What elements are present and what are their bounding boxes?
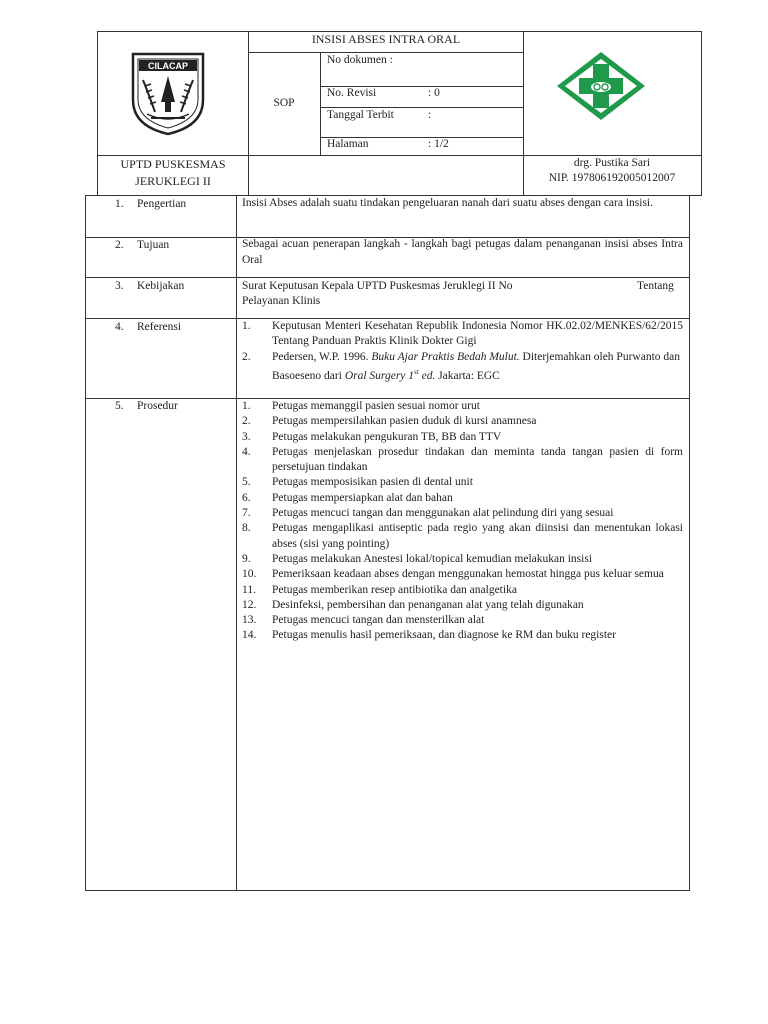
document-title: INSISI ABSES INTRA ORAL — [311, 32, 461, 46]
ref-num: 1. — [242, 320, 251, 332]
signer-name: drg. Pustika Sari — [573, 157, 651, 169]
step-text: Petugas mencuci tangan dan mensterilkan alat — [272, 614, 485, 627]
field-halaman-label: Halaman — [327, 138, 369, 150]
svg-text:CILACAP: CILACAP — [148, 61, 188, 71]
step-num: 14. — [242, 629, 257, 642]
step-num: 5. — [242, 476, 251, 489]
section-label-kebijakan: Kebijakan — [137, 280, 185, 292]
step-num: 2. — [242, 415, 251, 428]
step-num: 13. — [242, 614, 257, 627]
step-text: Petugas menjelaskan prosedur tindakan dan meminta tanda tangan pasien di form persetujuan tindakan — [272, 445, 683, 474]
signer-nip: NIP. 197806192005012007 — [548, 172, 676, 184]
step-num: 3. — [242, 430, 251, 443]
list-item — [242, 613, 683, 628]
list-item — [242, 414, 683, 429]
list-item — [242, 399, 683, 414]
step-num: 11. — [242, 583, 256, 596]
list-item — [242, 319, 683, 350]
field-tanggal-terbit-value: : — [428, 109, 432, 121]
step-text: Petugas mengaplikasi antiseptic pada regio yang akan diinsisi dan menentukan lokasi abses (sisi yang pointing) — [272, 522, 683, 550]
cilacap-crest-logo — [129, 50, 207, 136]
tujuan-text: Sebagai acuan penerapan langkah - langkah bagi petugas dalam penanganan insisi abses Intra Oral — [242, 238, 683, 266]
list-item — [242, 491, 683, 506]
step-num: 8. — [242, 522, 251, 535]
org-name-line1: UPTD PUSKESMAS — [120, 157, 226, 171]
section-num-pengertian: 1. — [115, 198, 124, 210]
prosedur-list — [242, 399, 683, 644]
field-no-dokumen-label: No dokumen : — [327, 54, 393, 66]
step-text: Petugas memberikan resep antibiotika dan analgetika — [272, 583, 517, 596]
section-num-kebijakan: 3. — [115, 280, 124, 292]
sop-label: SOP — [273, 97, 295, 109]
step-num: 7. — [242, 507, 251, 520]
list-item — [242, 475, 683, 490]
step-text: Petugas mempersilahkan pasien duduk di kursi anamnesa — [272, 415, 537, 428]
step-text: Pemeriksaan keadaan abses dengan menggunakan hemostat hingga pus keluar semua — [272, 568, 664, 581]
step-text: Petugas melakukan Anestesi lokal/topical kemudian melakukan insisi — [272, 552, 593, 565]
step-num: 9. — [242, 552, 251, 565]
section-label-referensi: Referensi — [137, 321, 182, 333]
step-num: 12. — [242, 598, 257, 611]
kebijakan-text-a: Surat Keputusan Kepala UPTD Puskesmas Jeruklegi II No — [242, 280, 513, 292]
field-no-revisi-value: : 0 — [428, 87, 440, 99]
section-label-tujuan: Tujuan — [137, 239, 170, 251]
field-no-revisi-label: No. Revisi — [327, 87, 377, 99]
step-num: 10. — [242, 568, 257, 581]
section-num-tujuan: 2. — [115, 239, 124, 251]
field-tanggal-terbit-label: Tanggal Terbit — [327, 109, 394, 121]
list-item — [242, 445, 683, 476]
list-item — [242, 430, 683, 445]
list-item — [242, 506, 683, 521]
ref-text: Keputusan Menteri Kesehatan Republik Indonesia Nomor HK.02.02/MENKES/62/2015 Tentang Panduan Praktis Klinik Dokter Gigi — [272, 320, 683, 348]
pengertian-text: Insisi Abses adalah suatu tindakan pengeluaran nanah dari suatu abses dengan cara insisi. — [242, 197, 654, 209]
step-text: Petugas memanggil pasien sesuai nomor urut — [272, 400, 480, 412]
list-item — [242, 350, 683, 384]
referensi-list — [242, 319, 683, 384]
step-text: Petugas menulis hasil pemeriksaan, dan diagnose ke RM dan buku register — [272, 629, 616, 642]
section-label-prosedur: Prosedur — [137, 400, 178, 412]
org-name-line2: JERUKLEGI II — [135, 174, 211, 188]
ref-text: Pedersen, W.P. 1996. Buku Ajar Praktis Bedah Mulut. Diterjemahkan oleh Purwanto dan Basoeseno dari Oral Surgery 1st ed. Jakarta: EGC — [272, 350, 680, 382]
step-num: 1. — [242, 400, 251, 412]
section-num-prosedur: 5. — [115, 400, 124, 412]
field-halaman-value: : 1/2 — [428, 138, 449, 150]
puskesmas-logo — [555, 50, 647, 122]
ref-num: 2. — [242, 350, 251, 363]
kebijakan-text-b: Tentang — [637, 280, 674, 292]
section-label-pengertian: Pengertian — [137, 198, 187, 210]
step-text: Petugas mempersiapkan alat dan bahan — [272, 491, 453, 504]
step-text: Petugas mencuci tangan dan menggunakan alat pelindung diri yang sesuai — [272, 507, 614, 520]
kebijakan-text-c: Pelayanan Klinis — [242, 295, 321, 307]
step-num: 4. — [242, 445, 251, 458]
list-item — [242, 552, 683, 567]
step-num: 6. — [242, 491, 251, 504]
list-item — [242, 628, 683, 643]
list-item — [242, 521, 683, 552]
section-num-referensi: 4. — [115, 321, 124, 333]
list-item — [242, 583, 683, 598]
list-item — [242, 567, 683, 582]
step-text: Desinfeksi, pembersihan dan penanganan alat yang telah digunakan — [272, 598, 584, 611]
step-text: Petugas memposisikan pasien di dental unit — [272, 476, 473, 489]
list-item — [242, 598, 683, 613]
step-text: Petugas melakukan pengukuran TB, BB dan TTV — [272, 430, 502, 443]
